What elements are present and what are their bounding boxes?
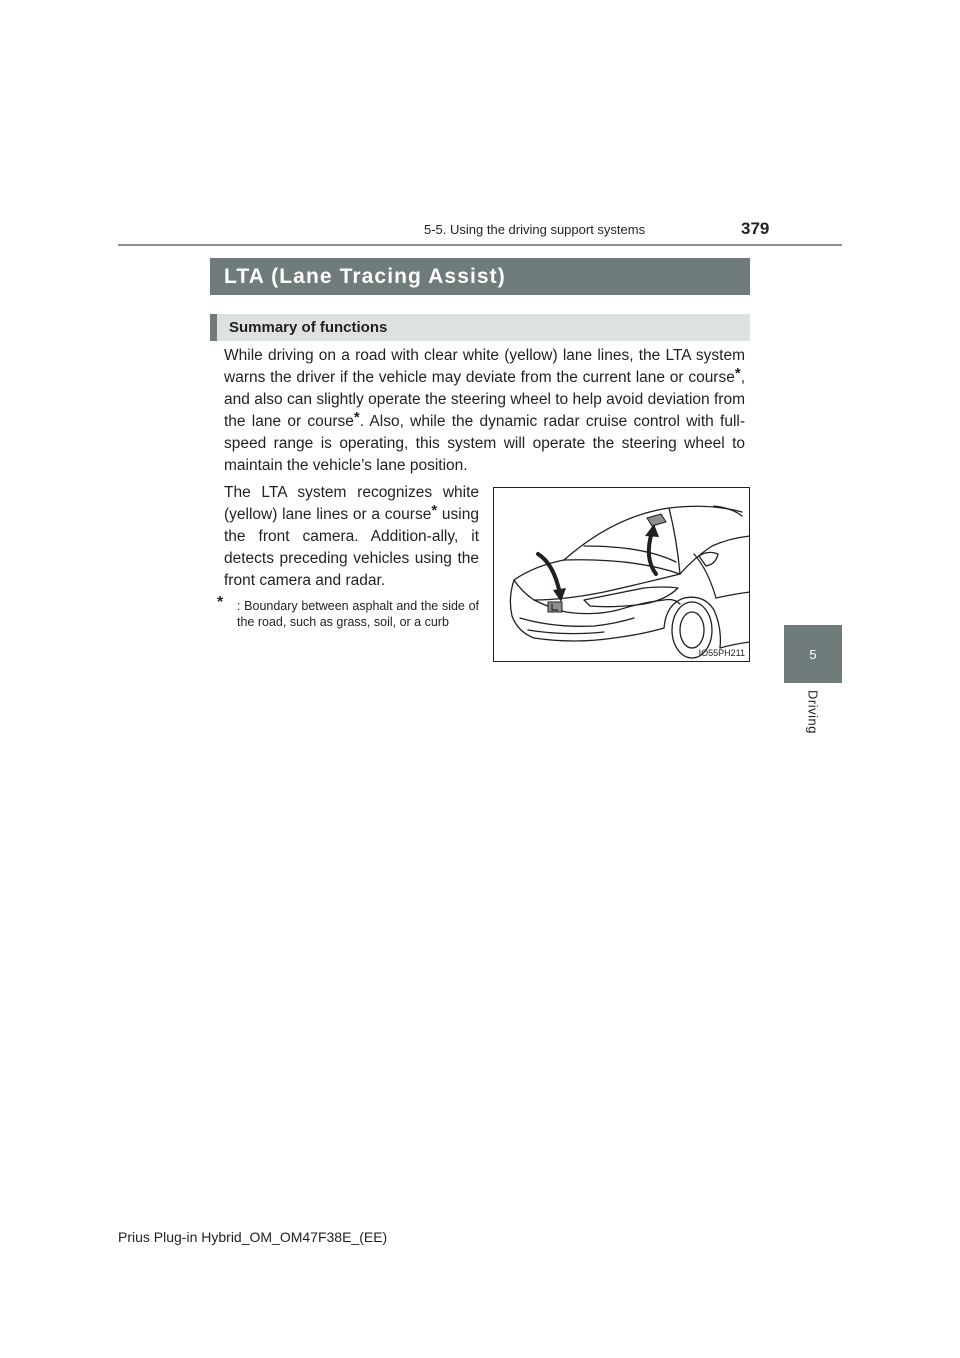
footer-document-id: Prius Plug-in Hybrid_OM_OM47F38E_(EE) [118, 1229, 388, 1245]
header-rule [118, 244, 842, 246]
front-camera-marker [647, 514, 666, 526]
car-camera-radar-icon [494, 488, 750, 662]
page-number: 379 [741, 219, 770, 238]
radar-arrow [538, 554, 560, 594]
asterisk-mark: * [431, 501, 438, 519]
asterisk-mark: * [734, 364, 741, 382]
section-subheading: Summary of functions [210, 314, 750, 341]
page-title: LTA (Lane Tracing Assist) [210, 258, 750, 295]
body-paragraph-1: While driving on a road with clear white (yellow) lane lines, the LTA system warns the driver if the vehicle may deviate from the current lane or course*, and also can slightly operate the steering wheel to help avoid deviation from the lane or course*. Also, while the dynamic radar cruise control with full-speed range is operating, this system will operate the steering wheel to maintain the vehicle’s lane position. [224, 347, 745, 474]
chapter-tab [784, 625, 842, 683]
body-paragraph-2: The LTA system recognizes white (yellow) lane lines or a course* using the front camera. Addition-ally, it detects preceding vehicles using the front camera and radar. [224, 484, 479, 589]
car-illustration [493, 487, 750, 662]
figure-code: IO55PH211 [698, 648, 745, 658]
chapter-number: 5 [809, 646, 817, 662]
asterisk-mark: * [353, 408, 360, 426]
footnote-text: : Boundary between asphalt and the side of the road, such as grass, soil, or a curb [237, 599, 479, 629]
footnote [217, 594, 479, 630]
header-section: 5-5. Using the driving support systems [424, 222, 646, 237]
footnote-mark: * [217, 594, 224, 611]
chapter-label-text: Driving [805, 690, 821, 734]
chapter-label [784, 690, 842, 750]
